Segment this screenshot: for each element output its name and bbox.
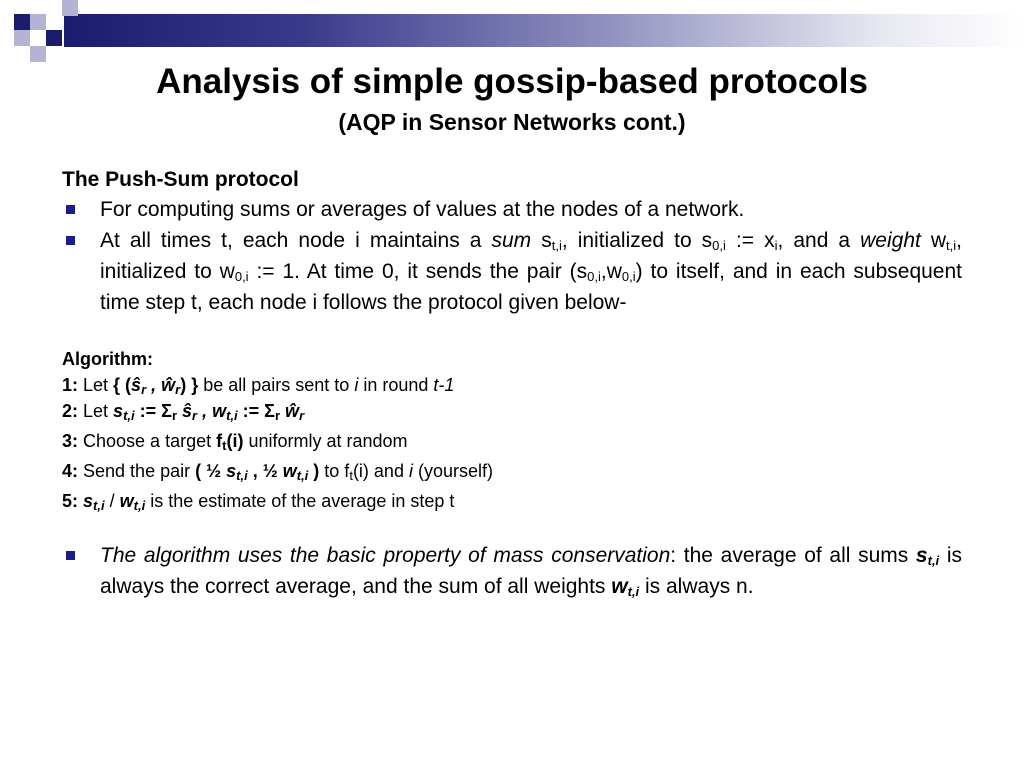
header-gradient-bar — [64, 14, 1024, 47]
slide-subtitle: (AQP in Sensor Networks cont.) — [338, 109, 686, 135]
algorithm-heading: Algorithm: — [62, 349, 153, 369]
algorithm-step-5: 5: $s_{t,i} / w_{t,i}$ is the estimate of the average in step t — [62, 491, 455, 513]
algorithm-step-1: 1: Let { ($ŝ_r$ , $ŵ_r$) } be all pairs sent to i in round t-1 — [62, 375, 455, 397]
bullet-square-icon — [66, 551, 75, 560]
algorithm-step-3: 3: Choose a target $f_t(i)$ uniformly at random — [62, 431, 408, 453]
bullet-square-icon — [66, 205, 75, 214]
bullet-square-icon — [66, 236, 75, 245]
algorithm-block — [62, 346, 962, 514]
slide-content — [62, 166, 962, 602]
bullet-item: At all times t, each node i maintains a sum $s_{t,i}$, initialized to $s_{0,i}$ := $x_i$, and a weight $w_{t,i}$, initialized to $w_{0,i}$ := 1. At time 0, it sends the pair $(s_{0,i},w_{0,i})$ to itself, and in each subsequent time step t, each node i follows the protocol given below- — [62, 225, 962, 318]
algorithm-step-4: 4: Send the pair ( ½ $s_{t,i}$ , ½ $w_{t,i}$ ) to $f_t(i)$ and i (yourself) — [62, 461, 493, 483]
deco-square — [46, 30, 62, 46]
slide-title: Analysis of simple gossip-based protocols — [156, 62, 868, 101]
deco-square — [14, 14, 30, 30]
algorithm-step-2: 2: Let $s_{t,i}$ := $\Sigma_r$ $ŝ_r$ , $w_{t,i}$ := $\Sigma_r$ $ŵ_r$ — [62, 401, 305, 423]
deco-square — [30, 14, 46, 30]
section-heading: The Push-Sum protocol — [62, 168, 299, 191]
deco-square — [62, 0, 78, 16]
bullet-item: The algorithm uses the basic property of mass conservation: the average of all sums $s_{t,i}$ is always the correct average, and the sum of all weights $w_{t,i}$ is always n. — [62, 540, 962, 602]
deco-square — [30, 46, 46, 62]
deco-square — [14, 30, 30, 46]
bullet-item: For computing sums or averages of values at the nodes of a network. — [62, 194, 962, 225]
